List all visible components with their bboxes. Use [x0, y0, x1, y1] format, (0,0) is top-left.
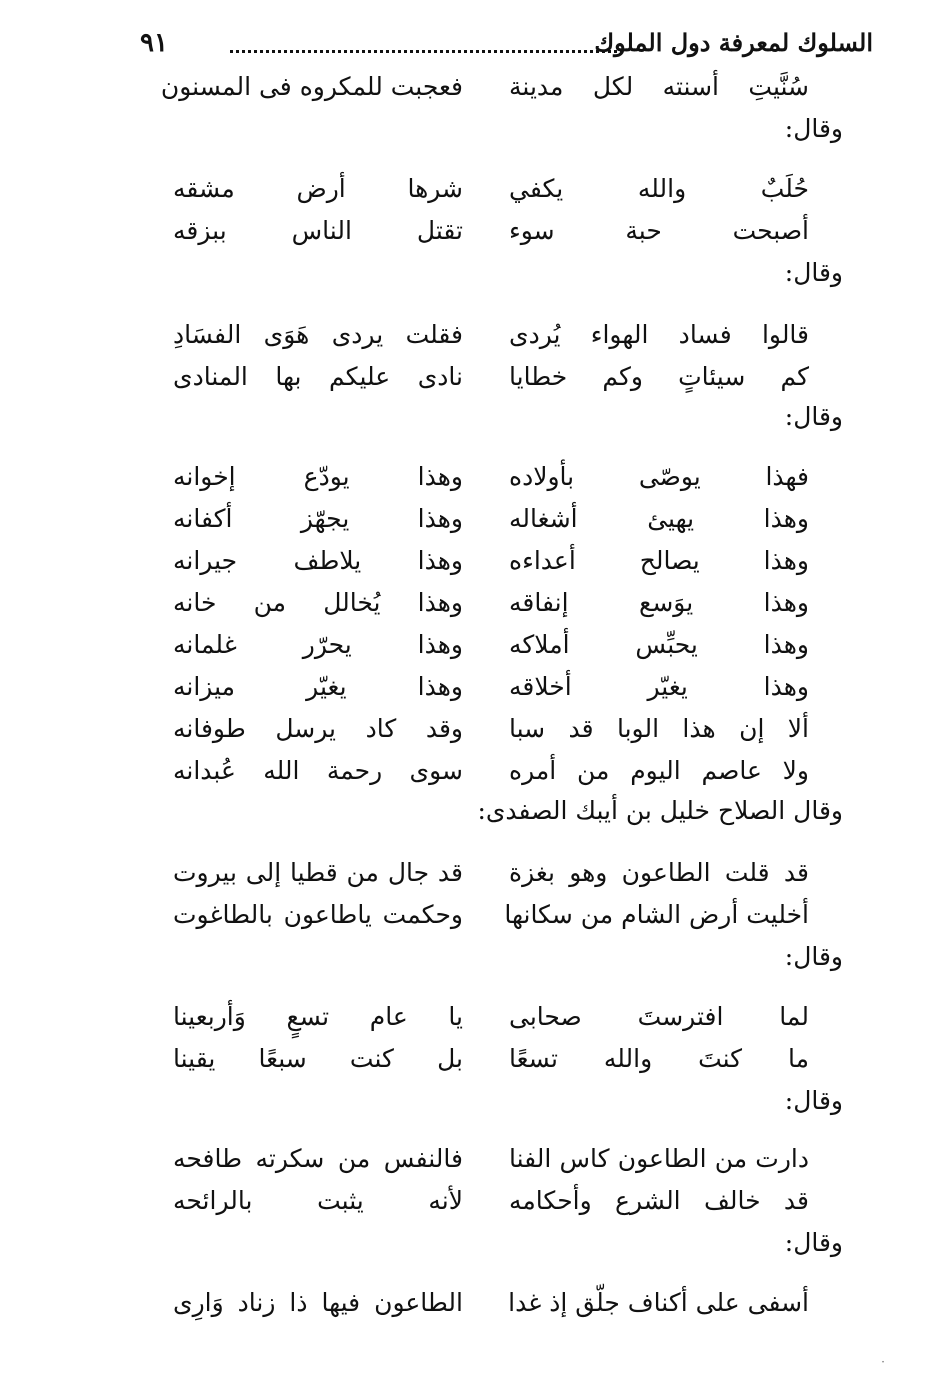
first-hemistich: قد قلت الطاعون وهو بغزة — [509, 858, 809, 887]
couplet — [0, 624, 943, 666]
poem-stanza — [0, 852, 943, 936]
opening-stanza — [0, 66, 943, 108]
second-hemistich: وهذا يُخالل من خانه — [173, 588, 463, 617]
first-hemistich: وهذا يهيئ أشغاله — [509, 504, 809, 533]
poem-intro: وقال: — [784, 1228, 843, 1257]
first-hemistich: وهذا يغيّر أخلاقه — [509, 672, 809, 701]
first-hemistich: ألا إن هذا الوبا قد سبا — [509, 714, 809, 743]
leader-dots — [230, 38, 623, 53]
poem-stanza — [0, 1282, 943, 1324]
first-hemistich: وهذا يصالح أعداءه — [509, 546, 809, 575]
poem-stanza — [0, 1138, 943, 1222]
poem-intro: وقال: — [784, 402, 843, 431]
couplet — [0, 1180, 943, 1222]
second-hemistich: قد جال من قطيا إلى بيروت — [173, 858, 463, 887]
first-hemistich: حُلَبٌ والله يكفي — [509, 174, 809, 203]
poem-intro: وقال الصلاح خليل بن أيبك الصفدى: — [477, 796, 843, 825]
first-hemistich: سُنَّيتِ أسنته لكل مدينة — [509, 72, 809, 101]
poem-stanza — [0, 996, 943, 1080]
second-hemistich: فقلت يردى هَوَى الفسَادِ — [173, 320, 463, 349]
poem-stanza — [0, 456, 943, 792]
poem-intro: وقال: — [784, 1086, 843, 1115]
first-hemistich: لما افترستَ صحابى — [509, 1002, 809, 1031]
second-hemistich: وحكمت ياطاعون بالطاغوت — [173, 900, 463, 929]
running-header — [140, 22, 873, 62]
couplet — [0, 582, 943, 624]
print-speck: · — [881, 1355, 885, 1369]
couplet — [0, 168, 943, 210]
first-hemistich: أخليت أرض الشام من سكانها — [504, 900, 809, 929]
first-hemistich: وهذا يحبِّس أملاكه — [509, 630, 809, 659]
first-hemistich: أصبحت حبة سوء — [509, 216, 809, 245]
second-hemistich: يا عام تسعٍ وَأربعينا — [173, 1002, 463, 1031]
second-hemistich: تقتل الناس ببزقه — [173, 216, 463, 245]
poem-intro: وقال: — [784, 258, 843, 287]
first-hemistich: قد خالف الشرع وأحكامه — [509, 1186, 809, 1215]
couplet — [0, 540, 943, 582]
couplet — [0, 66, 943, 108]
page-number: ٩١ — [140, 28, 168, 58]
second-hemistich: نادى عليكم بها المنادى — [173, 362, 463, 391]
first-hemistich: أسفى على أكناف جلّق إذ غدا — [508, 1288, 809, 1317]
poem-stanza — [0, 168, 943, 252]
couplet — [0, 666, 943, 708]
first-hemistich: فهذا يوصّى بأولاده — [509, 462, 809, 491]
second-hemistich: فعجبت للمكروه فى المسنون — [160, 72, 463, 101]
second-hemistich: بل كنت سبعًا يقينا — [173, 1044, 463, 1073]
running-title: السلوك لمعرفة دول الملوك — [594, 28, 873, 57]
second-hemistich: الطاعون فيها ذا زناد وَارِى — [173, 1288, 463, 1317]
poem-stanza — [0, 314, 943, 398]
second-hemistich: وهذا يودّع إخوانه — [173, 462, 463, 491]
second-hemistich: وهذا يغيّر ميزانه — [173, 672, 463, 701]
couplet — [0, 708, 943, 750]
couplet — [0, 1138, 943, 1180]
first-hemistich: ولا عاصم اليوم من أمره — [509, 756, 809, 785]
first-hemistich: قالوا فساد الهواء يُردى — [509, 320, 809, 349]
second-hemistich: فالنفس من سكرته طافحه — [173, 1144, 463, 1173]
couplet — [0, 456, 943, 498]
couplet — [0, 498, 943, 540]
second-hemistich: سوى رحمة الله عُبدانه — [173, 756, 463, 785]
couplet — [0, 750, 943, 792]
poem-intro: وقال: — [784, 942, 843, 971]
couplet — [0, 996, 943, 1038]
second-hemistich: وهذا يجهّز أكفانه — [173, 504, 463, 533]
first-hemistich: ما كنتَ والله تسعًا — [509, 1044, 809, 1073]
second-hemistich: وهذا يحرّر غلمانه — [173, 630, 463, 659]
couplet — [0, 852, 943, 894]
poem-intro: وقال: — [784, 114, 843, 143]
first-hemistich: كم سيئاتٍ وكم خطايا — [509, 362, 809, 391]
second-hemistich: شرها أرض مشقه — [173, 174, 463, 203]
second-hemistich: وقد كاد يرسل طوفانه — [173, 714, 463, 743]
couplet — [0, 894, 943, 936]
couplet — [0, 210, 943, 252]
couplet — [0, 314, 943, 356]
first-hemistich: وهذا يوَسع إنفاقه — [509, 588, 809, 617]
couplet — [0, 1282, 943, 1324]
first-hemistich: دارت من الطاعون كاس الفنا — [509, 1144, 809, 1173]
couplet — [0, 1038, 943, 1080]
second-hemistich: وهذا يلاطف جيرانه — [173, 546, 463, 575]
second-hemistich: لأنه يثبت بالرائحه — [173, 1186, 463, 1215]
couplet — [0, 356, 943, 398]
